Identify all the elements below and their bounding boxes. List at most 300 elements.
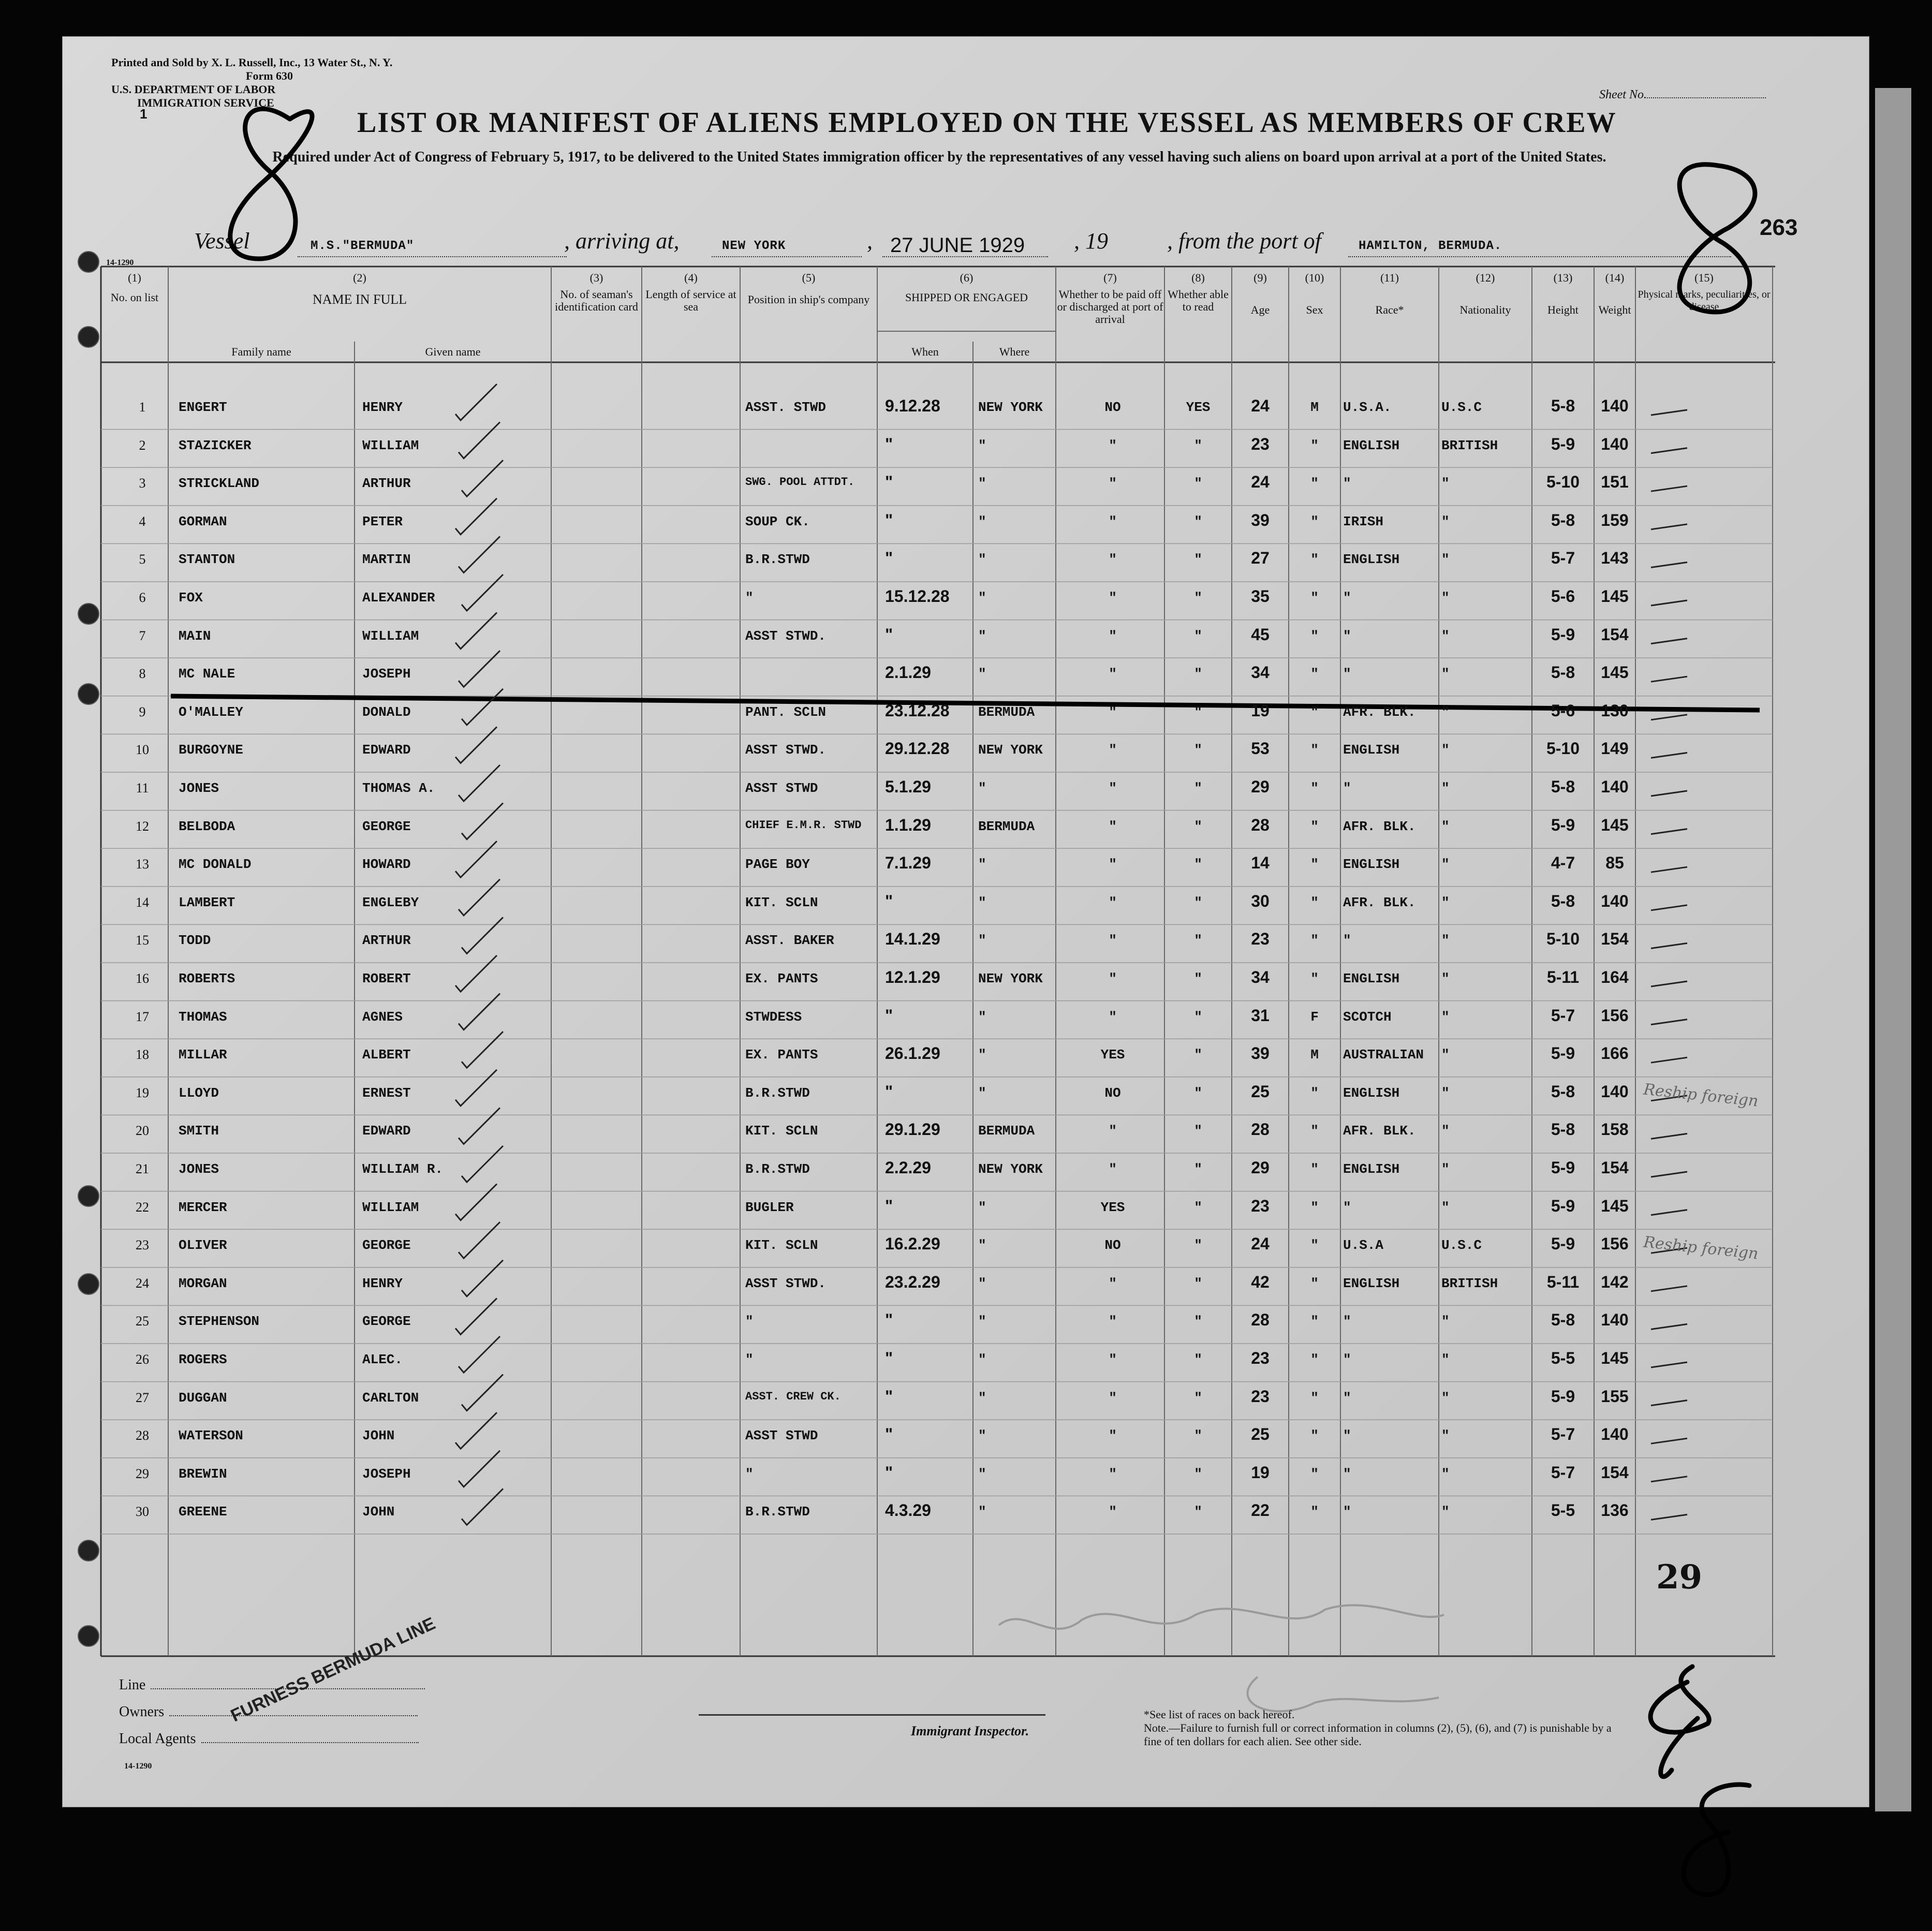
able-to-read: " xyxy=(1194,552,1202,568)
able-to-read: " xyxy=(1194,780,1202,796)
departure-port: HAMILTON, BERMUDA. xyxy=(1359,239,1502,253)
race: U.S.A. xyxy=(1343,400,1392,415)
nationality: U.S.C xyxy=(1441,1237,1482,1254)
race: " xyxy=(1343,628,1351,644)
inspector-signature-line xyxy=(699,1714,1045,1716)
reship-note-18: Reship foreign xyxy=(1642,1080,1760,1111)
position: SWG. POOL ATTDT. xyxy=(745,476,855,489)
family-name: ROBERTS xyxy=(179,971,235,986)
paid-off: " xyxy=(1109,894,1117,910)
shipped-where: BERMUDA xyxy=(978,704,1035,720)
sex: " xyxy=(1310,1352,1319,1367)
able-to-read: " xyxy=(1194,971,1202,986)
shipped-where: " xyxy=(978,628,986,644)
family-name: GREENE xyxy=(179,1504,227,1520)
paid-off: " xyxy=(1109,1275,1117,1291)
row-number: 27 xyxy=(136,1390,149,1405)
position: ASST STWD xyxy=(745,1428,818,1444)
page-number: 263 xyxy=(1760,215,1798,240)
able-to-read: YES xyxy=(1186,400,1211,415)
shipped-when: " xyxy=(885,1196,893,1215)
race: IRISH xyxy=(1343,513,1384,529)
given-name: AGNES xyxy=(362,1009,403,1025)
col-label: NAME IN FULL xyxy=(313,292,407,307)
sex: " xyxy=(1310,666,1319,682)
given-name: ENGLEBY xyxy=(362,894,419,910)
weight: 145 xyxy=(1601,1349,1629,1367)
sex: M xyxy=(1310,1047,1319,1063)
position: BUGLER xyxy=(745,1199,794,1215)
races-note: *See list of races on back hereof. xyxy=(1144,1708,1295,1721)
height: 5-8 xyxy=(1551,663,1575,682)
shipped-where: NEW YORK xyxy=(978,400,1043,415)
printer-line: Printed and Sold by X. L. Russell, Inc., 13 Water St., N. Y. xyxy=(111,56,393,69)
col-number: (10) xyxy=(1305,271,1324,284)
nationality: " xyxy=(1441,1352,1450,1367)
age: 24 xyxy=(1251,396,1270,415)
weight: 85 xyxy=(1605,853,1624,873)
position: " xyxy=(745,1352,754,1367)
family-name: MC NALE xyxy=(179,666,235,682)
nationality: BRITISH xyxy=(1441,437,1498,453)
total-count: 29 xyxy=(1656,1558,1703,1597)
given-name: ALEXANDER xyxy=(362,590,435,606)
paid-off: NO xyxy=(1104,1237,1121,1254)
col-number: (15) xyxy=(1694,271,1714,284)
row-number: 6 xyxy=(139,590,146,605)
shipped-where: " xyxy=(978,1314,986,1330)
race: AFR. BLK. xyxy=(1343,818,1416,834)
paid-off: " xyxy=(1109,818,1117,834)
shipped-where: " xyxy=(978,933,986,949)
height: 5-7 xyxy=(1551,549,1575,568)
paid-off: NO xyxy=(1104,400,1121,415)
height: 5-8 xyxy=(1551,891,1575,910)
height: 5-5 xyxy=(1551,1501,1575,1520)
sex: " xyxy=(1310,590,1319,606)
race: ENGLISH xyxy=(1343,971,1400,986)
col-number: (2) xyxy=(353,271,366,284)
family-name: STAZICKER xyxy=(179,437,252,453)
position: ASST. CREW CK. xyxy=(745,1390,841,1403)
shipped-when: " xyxy=(885,1006,893,1025)
nationality: " xyxy=(1441,1466,1450,1482)
col-label: Physical marks, peculiarities, or disease xyxy=(1638,289,1771,313)
shipped-where: " xyxy=(978,1352,986,1367)
row-number: 25 xyxy=(136,1314,149,1329)
family-name: SMITH xyxy=(179,1123,219,1139)
footer-notes xyxy=(1144,1708,1620,1748)
service-line: IMMIGRATION SERVICE xyxy=(137,96,274,109)
inspector-signature xyxy=(999,1605,1444,1629)
weight: 140 xyxy=(1601,777,1629,796)
document-title: LIST OR MANIFEST OF ALIENS EMPLOYED ON THE VESSEL AS MEMBERS OF CREW xyxy=(357,107,1617,139)
shipped-where: " xyxy=(978,1047,986,1063)
col-sub-when: When xyxy=(911,345,939,358)
document-subtitle: Required under Act of Congress of February 5, 1917, to be delivered to the United States immigration officer by the representatives of any vessel having such aliens on board upon arrival at a port of the United States. xyxy=(272,149,1606,165)
sex: " xyxy=(1310,1390,1319,1406)
shipped-where: " xyxy=(978,1199,986,1215)
given-name: CARLTON xyxy=(362,1390,419,1406)
age: 28 xyxy=(1251,815,1270,834)
col-number: (3) xyxy=(589,271,603,284)
race: ENGLISH xyxy=(1343,1161,1400,1177)
family-name: ROGERS xyxy=(179,1352,227,1367)
shipped-where: " xyxy=(978,1428,986,1444)
nationality: " xyxy=(1441,1314,1450,1330)
sex: " xyxy=(1310,628,1319,644)
form-number: Form 630 xyxy=(246,69,293,82)
able-to-read: " xyxy=(1194,1199,1202,1215)
able-to-read: " xyxy=(1194,590,1202,606)
family-name: OLIVER xyxy=(179,1237,227,1254)
able-to-read: " xyxy=(1194,857,1202,873)
shipped-when: 7.1.29 xyxy=(885,853,931,873)
col-label: Whether to be paid off or discharged at port of arrival xyxy=(1057,288,1163,326)
inspector-label: Immigrant Inspector. xyxy=(911,1723,1029,1738)
family-name: O'MALLEY xyxy=(179,704,243,720)
given-name: THOMAS A. xyxy=(362,780,435,796)
able-to-read: " xyxy=(1194,476,1202,492)
col-number: (13) xyxy=(1553,271,1573,284)
weight: 156 xyxy=(1601,1006,1629,1025)
position: B.R.STWD xyxy=(745,1504,810,1520)
shipped-when: " xyxy=(885,549,893,568)
age: 31 xyxy=(1251,1006,1270,1025)
able-to-read: " xyxy=(1194,1466,1202,1482)
col-label: Nationality xyxy=(1459,303,1511,316)
sheet-number-text: Sheet No. xyxy=(1599,88,1647,101)
paid-off: " xyxy=(1109,742,1117,758)
able-to-read: " xyxy=(1194,437,1202,453)
shipped-when: 29.1.29 xyxy=(885,1120,940,1139)
able-to-read: " xyxy=(1194,1237,1202,1254)
shipped-when: 4.3.29 xyxy=(885,1501,931,1520)
owners-label: Owners xyxy=(119,1704,165,1720)
paid-off: " xyxy=(1109,1466,1117,1482)
nationality: " xyxy=(1441,1085,1450,1101)
col-sub-where: Where xyxy=(999,345,1030,358)
row-number: 26 xyxy=(136,1352,149,1367)
shipped-when: " xyxy=(885,1310,893,1330)
weight: 159 xyxy=(1601,510,1629,529)
weight: 166 xyxy=(1601,1044,1629,1063)
weight: 140 xyxy=(1601,1425,1629,1444)
shipped-when: " xyxy=(885,510,893,529)
weight: 155 xyxy=(1601,1387,1629,1406)
able-to-read: " xyxy=(1194,1428,1202,1444)
arrival-port: NEW YORK xyxy=(722,239,786,253)
row-number: 1 xyxy=(139,400,146,415)
age: 27 xyxy=(1251,549,1270,568)
sex: " xyxy=(1310,1314,1319,1330)
nationality: " xyxy=(1441,590,1450,606)
family-name: WATERSON xyxy=(179,1428,243,1444)
sex: " xyxy=(1310,552,1319,568)
weight: 151 xyxy=(1601,473,1629,492)
height: 5-11 xyxy=(1546,1272,1580,1291)
race: ENGLISH xyxy=(1343,1275,1400,1291)
weight: 154 xyxy=(1601,625,1629,644)
given-name: HENRY xyxy=(362,1275,403,1291)
row-number: 21 xyxy=(136,1161,149,1176)
paid-off: " xyxy=(1109,1314,1117,1330)
age: 19 xyxy=(1251,701,1270,720)
row-number: 14 xyxy=(136,894,149,910)
weight: 142 xyxy=(1601,1272,1629,1291)
shipped-where: " xyxy=(978,1466,986,1482)
weight: 154 xyxy=(1601,1463,1629,1482)
row-number: 22 xyxy=(136,1199,149,1215)
sex: " xyxy=(1310,971,1319,986)
shipped-where: " xyxy=(978,590,986,606)
shipped-where: NEW YORK xyxy=(978,1161,1043,1177)
nationality: U.S.C xyxy=(1441,400,1482,415)
given-name: JOSEPH xyxy=(362,1466,411,1482)
race: " xyxy=(1343,1428,1351,1444)
given-name: GEORGE xyxy=(362,1314,411,1330)
position: ASST. STWD xyxy=(745,400,827,415)
row-number: 20 xyxy=(136,1123,149,1139)
col-number: (12) xyxy=(1476,271,1495,284)
big-eight-mark xyxy=(1650,1667,1709,1777)
nationality: " xyxy=(1441,971,1450,986)
paid-off: " xyxy=(1109,1504,1117,1520)
family-name: JONES xyxy=(179,1161,219,1177)
weight: 154 xyxy=(1601,1158,1629,1177)
department-line: U.S. DEPARTMENT OF LABOR xyxy=(111,83,276,96)
shipped-when: " xyxy=(885,1463,893,1482)
given-name: WILLIAM xyxy=(362,437,419,453)
family-name: LAMBERT xyxy=(179,894,235,910)
nationality: " xyxy=(1441,476,1450,492)
row-number: 8 xyxy=(139,666,146,682)
position: " xyxy=(745,1466,754,1482)
able-to-read: " xyxy=(1194,1009,1202,1025)
shipped-when: 1.1.29 xyxy=(885,815,931,834)
shipped-where: " xyxy=(978,666,986,682)
age: 23 xyxy=(1251,1349,1270,1367)
nationality: BRITISH xyxy=(1441,1275,1498,1291)
height: 5-9 xyxy=(1551,1387,1575,1406)
shipped-where: " xyxy=(978,1275,986,1291)
nationality: " xyxy=(1441,818,1450,834)
shipped-where: " xyxy=(978,552,986,568)
col-label: Sex xyxy=(1306,303,1323,316)
row-number: 24 xyxy=(136,1275,149,1291)
race: " xyxy=(1343,1466,1351,1482)
family-name: MAIN xyxy=(179,628,211,644)
paid-off: " xyxy=(1109,628,1117,644)
shipped-where: BERMUDA xyxy=(978,818,1035,834)
position: ASST. BAKER xyxy=(745,933,834,949)
given-name: HENRY xyxy=(362,400,403,415)
col-number: (4) xyxy=(684,271,698,284)
col-label: No. on list xyxy=(110,291,159,304)
able-to-read: " xyxy=(1194,742,1202,758)
shipped-where: " xyxy=(978,437,986,453)
race: ENGLISH xyxy=(1343,437,1400,453)
col-number: (14) xyxy=(1605,271,1625,284)
position: CHIEF E.M.R. STWD xyxy=(745,818,862,832)
age: 53 xyxy=(1251,739,1270,758)
family-name: TODD xyxy=(179,933,211,949)
given-name: ROBERT xyxy=(362,971,411,986)
able-to-read: " xyxy=(1194,1123,1202,1139)
line-label: Line xyxy=(119,1677,146,1693)
height: 5-9 xyxy=(1551,1158,1575,1177)
paid-off: YES xyxy=(1100,1047,1125,1063)
position: EX. PANTS xyxy=(745,971,818,986)
shipped-where: " xyxy=(978,894,986,910)
age: 34 xyxy=(1251,968,1270,986)
row-number: 15 xyxy=(136,933,149,948)
weight: 149 xyxy=(1601,739,1629,758)
age: 25 xyxy=(1251,1425,1270,1444)
given-name: WILLIAM xyxy=(362,1199,419,1215)
race: " xyxy=(1343,780,1351,796)
position: PAGE BOY xyxy=(745,857,810,873)
col-number: (6) xyxy=(960,271,974,284)
weight: 145 xyxy=(1601,587,1629,606)
sex: " xyxy=(1310,1428,1319,1444)
shipped-when: 5.1.29 xyxy=(885,777,931,796)
race: " xyxy=(1343,1390,1351,1406)
col-label: Position in ship's company xyxy=(747,293,870,306)
row-number: 29 xyxy=(136,1466,149,1481)
able-to-read: " xyxy=(1194,1275,1202,1291)
shipped-where: NEW YORK xyxy=(978,742,1043,758)
paid-off: " xyxy=(1109,513,1117,529)
sex: " xyxy=(1310,933,1319,949)
shipped-where: NEW YORK xyxy=(978,971,1043,986)
shipped-where: BERMUDA xyxy=(978,1123,1035,1139)
nationality: " xyxy=(1441,1428,1450,1444)
race: " xyxy=(1343,1314,1351,1330)
row-number: 28 xyxy=(136,1428,149,1443)
family-name: FOX xyxy=(179,590,203,606)
age: 23 xyxy=(1251,434,1270,453)
nationality: " xyxy=(1441,1504,1450,1520)
weight: 158 xyxy=(1601,1120,1629,1139)
row-number: 17 xyxy=(136,1009,149,1024)
nationality: " xyxy=(1441,1009,1450,1025)
given-name: EDWARD xyxy=(362,1123,411,1139)
shipped-when: 2.1.29 xyxy=(885,663,931,682)
able-to-read: " xyxy=(1194,933,1202,949)
age: 42 xyxy=(1251,1272,1270,1291)
arriving-label: , arriving at, xyxy=(564,228,680,254)
row-number: 2 xyxy=(139,437,146,453)
position: ASST STWD. xyxy=(745,1275,827,1291)
able-to-read: " xyxy=(1194,1504,1202,1520)
paid-off: " xyxy=(1109,1009,1117,1025)
col-sub-family: Family name xyxy=(231,345,291,358)
nationality: " xyxy=(1441,1199,1450,1215)
given-name: GEORGE xyxy=(362,818,411,834)
shipped-when: " xyxy=(885,891,893,910)
family-name: BREWIN xyxy=(179,1466,227,1482)
height: 5-5 xyxy=(1551,1349,1575,1367)
height: 5-8 xyxy=(1551,1082,1575,1101)
weight: 164 xyxy=(1601,968,1629,986)
family-name: JONES xyxy=(179,780,219,796)
height: 5-9 xyxy=(1551,625,1575,644)
paid-off: " xyxy=(1109,1428,1117,1444)
race: AFR. BLK. xyxy=(1343,894,1416,910)
row-number: 4 xyxy=(139,513,146,529)
shipped-where: " xyxy=(978,780,986,796)
sex: " xyxy=(1310,476,1319,492)
col-sub-given: Given name xyxy=(425,345,481,358)
col-number: (7) xyxy=(1103,271,1117,284)
age: 23 xyxy=(1251,1387,1270,1406)
position: " xyxy=(745,1314,754,1330)
weight: 130 xyxy=(1601,701,1629,720)
paid-off: YES xyxy=(1100,1199,1125,1215)
family-name: STANTON xyxy=(179,552,235,568)
paid-off: " xyxy=(1109,437,1117,453)
penalty-note: Note.—Failure to furnish full or correct information in columns (2), (5), (6), and (7) is punishable by a fine of ten dollars for each alien. See other side. xyxy=(1144,1721,1612,1748)
row-number: 16 xyxy=(136,971,149,986)
family-name: MERCER xyxy=(179,1199,227,1215)
position: ASST STWD xyxy=(745,780,818,796)
paid-off: " xyxy=(1109,1123,1117,1139)
nationality: " xyxy=(1441,1390,1450,1406)
paid-off: " xyxy=(1109,590,1117,606)
age: 28 xyxy=(1251,1120,1270,1139)
able-to-read: " xyxy=(1194,513,1202,529)
able-to-read: " xyxy=(1194,1047,1202,1063)
col-label: Height xyxy=(1547,303,1579,316)
sex: " xyxy=(1310,1123,1319,1139)
race: U.S.A xyxy=(1343,1237,1384,1254)
paid-off: " xyxy=(1109,1352,1117,1367)
weight: 145 xyxy=(1601,815,1629,834)
row-number: 11 xyxy=(136,780,149,795)
nationality: " xyxy=(1441,742,1450,758)
family-name: MC DONALD xyxy=(179,857,252,873)
paid-off: " xyxy=(1109,476,1117,492)
height: 5-10 xyxy=(1546,930,1580,949)
age: 25 xyxy=(1251,1082,1270,1101)
age: 19 xyxy=(1251,1463,1270,1482)
sex: " xyxy=(1310,894,1319,910)
shipped-when: 15.12.28 xyxy=(885,587,950,606)
height: 5-10 xyxy=(1546,473,1580,492)
sex: " xyxy=(1310,1275,1319,1291)
nationality: " xyxy=(1441,1047,1450,1063)
paid-off: " xyxy=(1109,704,1117,720)
family-name: GORMAN xyxy=(179,513,227,529)
age: 39 xyxy=(1251,1044,1270,1063)
height: 5-8 xyxy=(1551,1310,1575,1330)
position: " xyxy=(745,590,754,606)
shipped-when: 23.2.29 xyxy=(885,1272,940,1291)
height: 5-9 xyxy=(1551,1234,1575,1254)
age: 30 xyxy=(1251,891,1270,910)
shipped-when: " xyxy=(885,1349,893,1367)
shipped-when: 16.2.29 xyxy=(885,1234,940,1254)
height: 5-9 xyxy=(1551,1044,1575,1063)
weight: 140 xyxy=(1601,396,1629,415)
weight: 140 xyxy=(1601,1082,1629,1101)
height: 5-8 xyxy=(1551,777,1575,796)
race: ENGLISH xyxy=(1343,1085,1400,1101)
sex: " xyxy=(1310,704,1319,720)
nationality: " xyxy=(1441,704,1450,720)
race: " xyxy=(1343,476,1351,492)
